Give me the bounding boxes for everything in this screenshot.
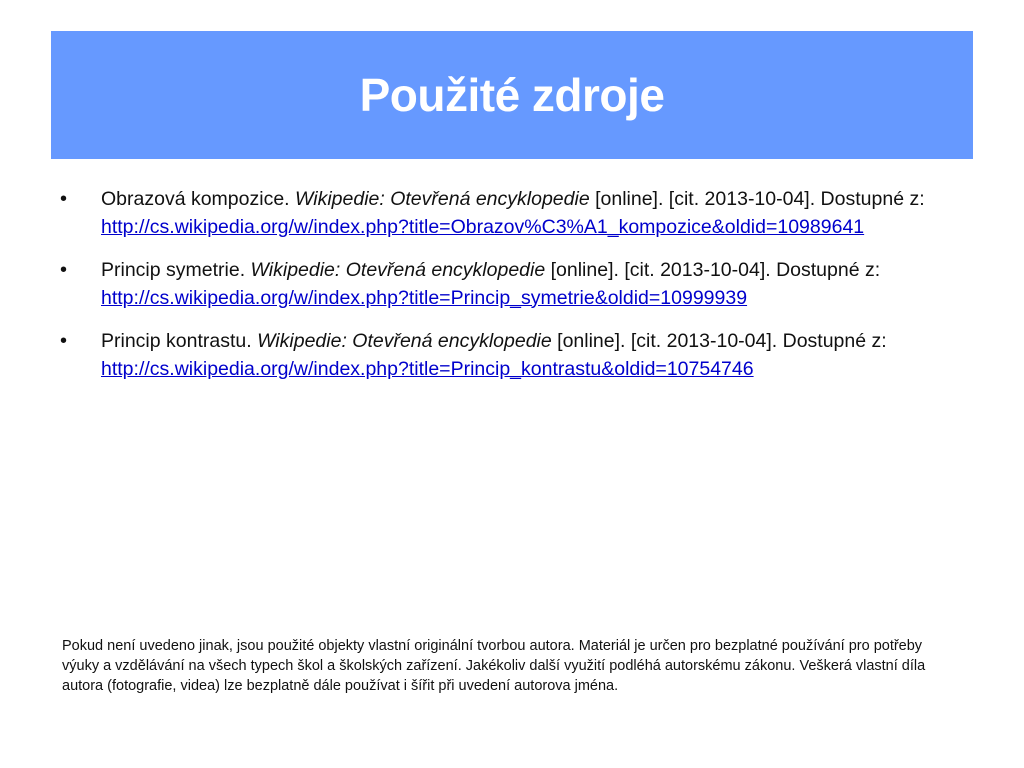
reference-title: Princip kontrastu. (101, 330, 258, 352)
license-footer: Pokud není uvedeno jinak, jsou použité objekty vlastní originální tvorbou autora. Materiál je určen pro bezplatné používání pro potřeby výuky a vzdělávání na všech typech škol a školských zařízení. Jakékoliv další využití podléhá autorskému zákonu. Veškerá vlastní díla autora (fotografie, videa) lze bezplatně dále používat i šířit při uvedení autorova jména. (62, 638, 926, 694)
reference-link[interactable]: http://cs.wikipedia.org/w/index.php?title=Princip_symetrie&oldid=10999939 (101, 286, 748, 309)
reference-title: Princip symetrie. (101, 259, 251, 281)
reference-item (60, 328, 960, 383)
reference-source: Wikipedie: Otevřená encyklopedie (295, 188, 590, 210)
reference-link[interactable]: http://cs.wikipedia.org/w/index.php?title=Princip_kontrastu&oldid=10754746 (101, 357, 754, 380)
reference-item (60, 257, 960, 312)
bullet-icon: • (60, 330, 68, 352)
title-banner (51, 31, 973, 159)
bullet-icon: • (60, 188, 68, 210)
reference-title: Obrazová kompozice. (101, 188, 296, 210)
reference-item (60, 186, 960, 241)
reference-link[interactable]: http://cs.wikipedia.org/w/index.php?title=Obrazov%C3%A1_kompozice&oldid=10989641 (101, 215, 865, 238)
reference-details: [online]. [cit. 2013-10-04]. Dostupné z: (545, 259, 881, 281)
reference-source: Wikipedie: Otevřená encyklopedie (257, 330, 552, 352)
page-title: Použité zdroje (359, 69, 665, 121)
bullet-icon: • (60, 259, 68, 281)
reference-details: [online]. [cit. 2013-10-04]. Dostupné z: (589, 188, 925, 210)
reference-source: Wikipedie: Otevřená encyklopedie (250, 259, 546, 281)
reference-list (60, 186, 960, 399)
reference-details: [online]. [cit. 2013-10-04]. Dostupné z: (551, 330, 887, 352)
